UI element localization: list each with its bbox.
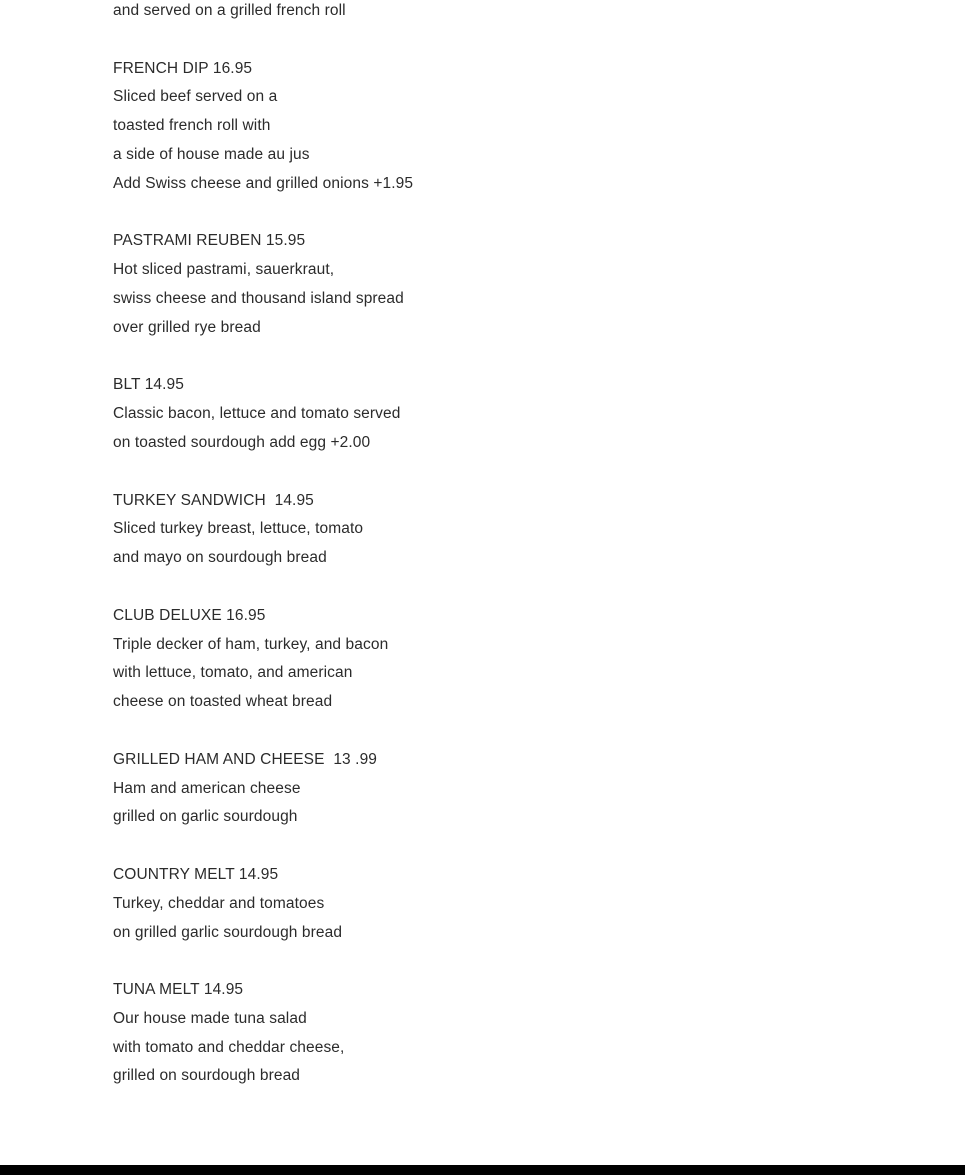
menu-item-description-line: swiss cheese and thousand island spread xyxy=(113,289,404,307)
menu-item-description-line: Our house made tuna salad xyxy=(113,1009,307,1027)
menu-item-description-line: Turkey, cheddar and tomatoes xyxy=(113,894,325,912)
menu-item-title: PASTRAMI REUBEN 15.95 xyxy=(113,232,306,250)
menu-item-pastrami-reuben xyxy=(113,227,873,342)
menu-item-turkey-sandwich xyxy=(113,487,873,573)
menu-item-description-line: on toasted sourdough add egg +2.00 xyxy=(113,433,371,451)
menu-item-title: GRILLED HAM AND CHEESE 13 .99 xyxy=(113,750,378,768)
menu-item-description-line: Ham and american cheese xyxy=(113,779,301,797)
menu-item-description-line: Classic bacon, lettuce and tomato served xyxy=(113,405,401,423)
menu-item-description-line: and mayo on sourdough bread xyxy=(113,549,327,567)
menu-item-description-line: Sliced beef served on a xyxy=(113,88,278,106)
menu-item-description-line: Hot sliced pastrami, sauerkraut, xyxy=(113,261,335,279)
menu-item-grilled-ham-and-cheese xyxy=(113,746,873,832)
menu-item-title: TUNA MELT 14.95 xyxy=(113,981,244,999)
menu-intro xyxy=(113,0,873,26)
menu-item-title: CLUB DELUXE 16.95 xyxy=(113,606,266,624)
menu-item-description-line: Sliced turkey breast, lettuce, tomato xyxy=(113,520,364,538)
menu-item-description-line: over grilled rye bread xyxy=(113,318,261,336)
menu-item-description-line: Add Swiss cheese and grilled onions +1.95 xyxy=(113,174,414,192)
menu-gap xyxy=(113,573,873,602)
menu-item-description-line: grilled on garlic sourdough xyxy=(113,808,298,826)
bottom-bar xyxy=(0,1165,965,1175)
menu-item-description-line: with tomato and cheddar cheese, xyxy=(113,1038,345,1056)
menu-item-description-line: on grilled garlic sourdough bread xyxy=(113,923,343,941)
menu-item-title: TURKEY SANDWICH 14.95 xyxy=(113,491,314,509)
menu-item-description-line: grilled on sourdough bread xyxy=(113,1067,301,1085)
menu-item-french-dip xyxy=(113,55,873,199)
menu-gap xyxy=(113,199,873,228)
menu-item-description-line: cheese on toasted wheat bread xyxy=(113,693,333,711)
menu-item-blt xyxy=(113,371,873,457)
menu-item-description-line: toasted french roll with xyxy=(113,117,271,135)
menu-item-title: FRENCH DIP 16.95 xyxy=(113,59,253,77)
menu-gap xyxy=(113,717,873,746)
menu-item-country-melt xyxy=(113,861,873,947)
menu-item-club-deluxe xyxy=(113,602,873,717)
menu-item-title: BLT 14.95 xyxy=(113,376,184,394)
menu-gap xyxy=(113,947,873,976)
menu-item-title: COUNTRY MELT 14.95 xyxy=(113,865,279,883)
menu-item-tuna-melt xyxy=(113,976,873,1091)
menu-gap xyxy=(113,832,873,861)
menu-item-description-line: a side of house made au jus xyxy=(113,145,310,163)
sandwich-menu xyxy=(113,0,873,1091)
menu-gap xyxy=(113,26,873,55)
menu-gap xyxy=(113,458,873,487)
menu-intro-line: and served on a grilled french roll xyxy=(113,2,346,19)
menu-item-description-line: with lettuce, tomato, and american xyxy=(113,664,353,682)
menu-item-description-line: Triple decker of ham, turkey, and bacon xyxy=(113,635,389,653)
menu-gap xyxy=(113,343,873,372)
